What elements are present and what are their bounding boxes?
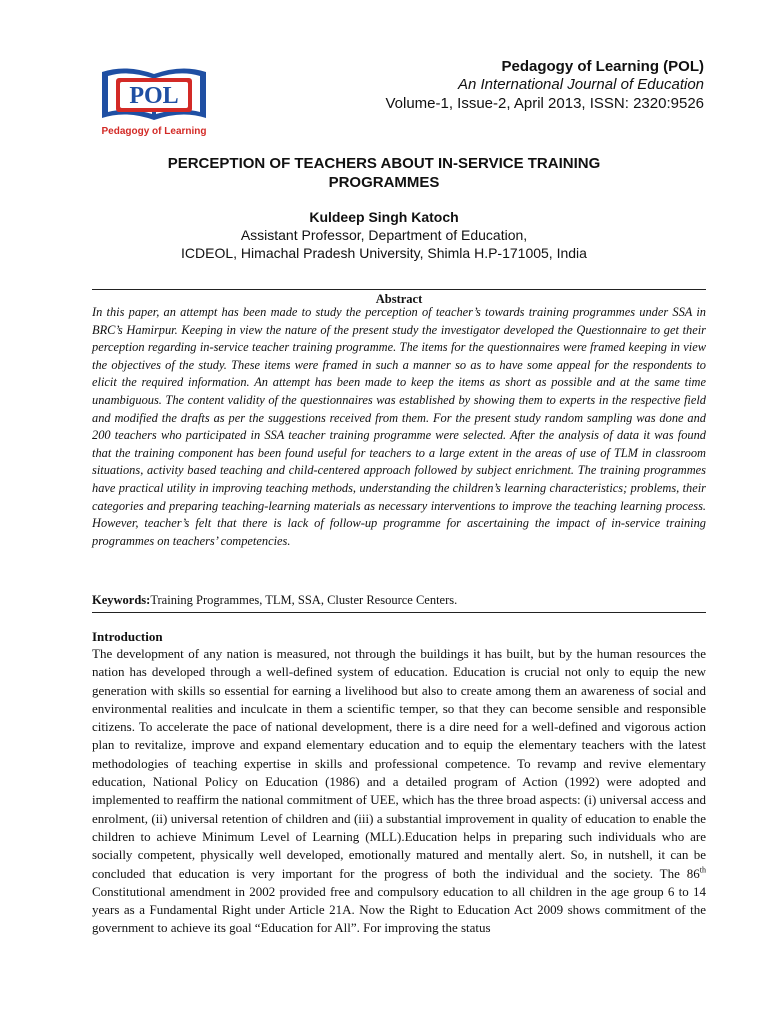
keywords-label: Keywords: bbox=[92, 593, 151, 607]
author-affiliation: ICDEOL, Himachal Pradesh University, Shimla H.P-171005, India bbox=[181, 245, 587, 261]
title-line-2: PROGRAMMES bbox=[328, 174, 440, 191]
paper-title bbox=[100, 154, 668, 192]
superscript-th: th bbox=[699, 865, 706, 875]
author-position: Assistant Professor, Department of Education, bbox=[240, 227, 528, 243]
introduction-text-part1: The development of any nation is measured, not through the buildings it has built, but by the human resources the nation has developed through a well-defined system of education. Education is crucial not only to equip the new generation with skills so essential for earning a livelihood but also to create among them an awareness of social and environmental realities and inculcate in them a scientific temper, so that they can become sensible and responsible citizens. To accelerate the pace of national development, there is a dire need for a well-defined and vigorous action plan to revitalize, improve and expand elementary education and to equip the elementary teachers with the latest methodologies of teaching expertise in skills and professional competence. To revamp and revive elementary education, National Policy on Education (1986) and a detailed program of Action (1992) were adopted and implemented to reaffirm the national commitment of UEE, which has the three broad aspects: (i) universal access and enrolment, (ii) universal retention of children and (iii) a substantial improvement in quality of education to enable the children to achieve Minimum Level of Learning (MLL).Education helps in preparing such individuals who are socially competent, physically well developed, emotionally matured and mentally alert. So, in nutshell, it can be concluded that education is very important for the progress of both the individual and the society. The 86 bbox=[92, 646, 706, 881]
journal-volume: Volume-1, Issue-2, April 2013, ISSN: 2320:9526 bbox=[385, 95, 704, 112]
author-block bbox=[100, 208, 668, 262]
journal-info bbox=[324, 58, 704, 113]
journal-logo bbox=[96, 62, 212, 140]
abstract-text: In this paper, an attempt has been made to study the perception of teacher’s towards training programmes under SSA in BRC’s Hamirpur. Keeping in view the nature of the present study the investigator developed the Questionnaire to get their perception regarding in-service teacher training programme. The items for the questionnaires were framed keeping in view the objectives of the study. These items were framed in such a manner so as to have some appeal for the respondents to elicit the required information. An attempt has been made to keep the items as short as possible and at the same time unambiguous. The content validity of the questionnaires was established by showing them to experts in the respective field and modified the drafts as per the suggestions received from them. For the present study random sampling was done and 200 teachers who participated in SSA teacher training programme were selected. After the analysis of data it was found that the training component has been found useful for teachers to a large extent in the areas of use of TLM in classroom situations, activity based teaching and child-centered approach followed by subject enrichment. The training programmes have practical utility in improving teaching methods, understanding the children’s learning characteristics; problems, their categories and preparing teaching-learning materials as necessary interventions to improve the teaching learning process. However, teacher’s felt that there is lack of follow-up programme for ascertaining the impact of in-service training programmes on teachers’ competencies. bbox=[92, 305, 706, 548]
introduction-text bbox=[92, 645, 706, 938]
introduction-text-part2: Constitutional amendment in 2002 provided free and compulsory education to all children in the age group 6 to 14 years as a Fundamental Right under Article 21A. Now the Right to Education Act 2009 shows commitment of the government to achieve its goal “Education for All”. For improving the status bbox=[92, 883, 706, 936]
author-name: Kuldeep Singh Katoch bbox=[309, 209, 459, 225]
pol-logo-icon bbox=[96, 62, 212, 140]
journal-subtitle: An International Journal of Education bbox=[458, 76, 704, 93]
abstract-bottom-rule bbox=[92, 612, 706, 613]
keywords-text: Training Programmes, TLM, SSA, Cluster Resource Centers. bbox=[150, 593, 458, 607]
introduction-heading: Introduction bbox=[92, 629, 163, 644]
logo-caption: Pedagogy of Learning bbox=[101, 126, 207, 137]
abstract-heading: Abstract bbox=[375, 292, 423, 306]
abstract-top-rule bbox=[92, 289, 706, 290]
keywords-line bbox=[92, 592, 706, 609]
journal-name: Pedagogy of Learning (POL) bbox=[501, 58, 704, 75]
logo-text: POL bbox=[129, 83, 179, 109]
title-line-1: PERCEPTION OF TEACHERS ABOUT IN-SERVICE TRAINING bbox=[167, 155, 601, 172]
